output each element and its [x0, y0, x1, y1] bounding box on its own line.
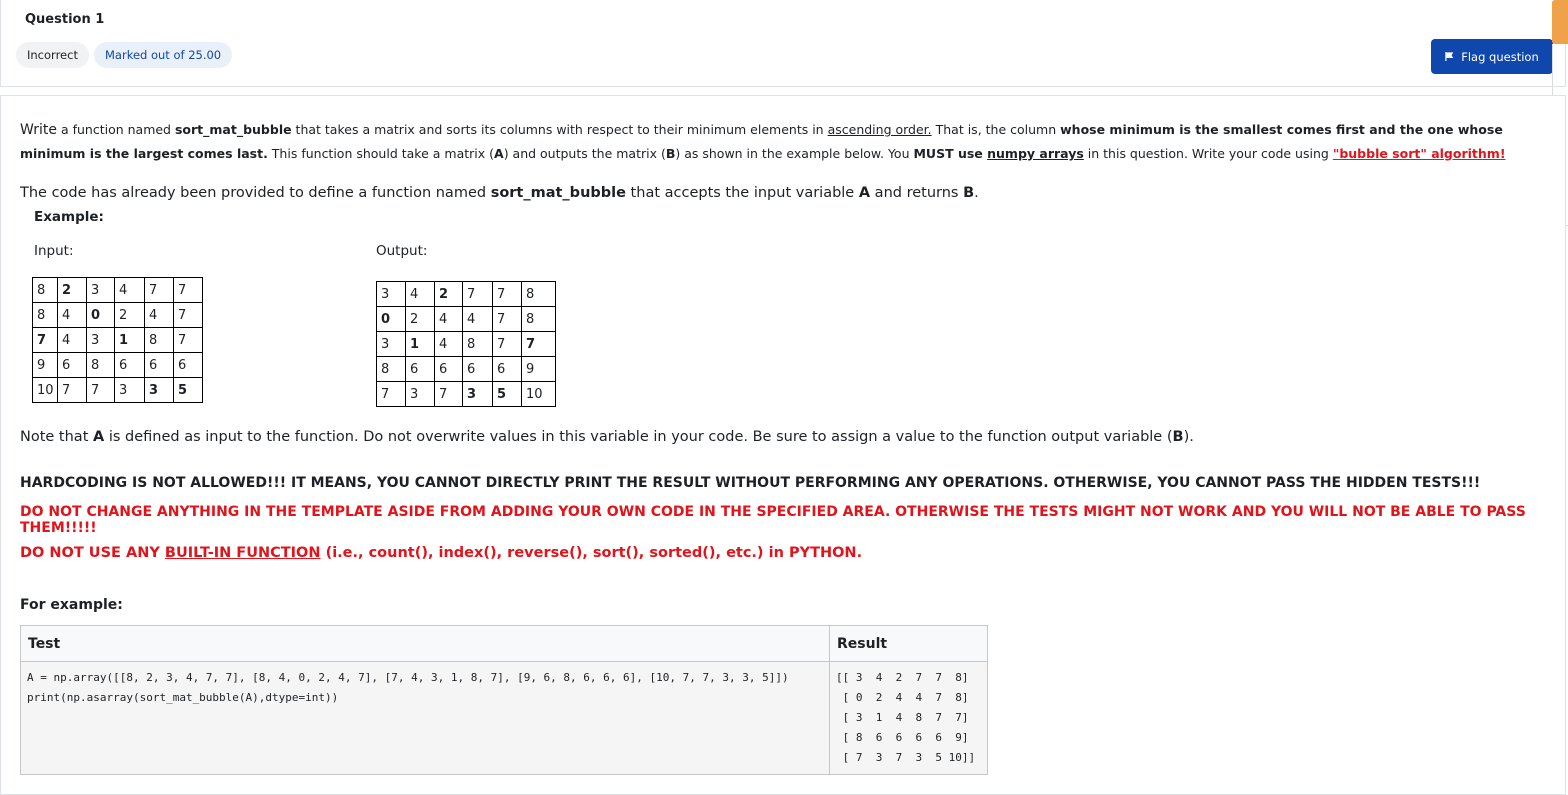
function-name: sort_mat_bubble — [490, 185, 626, 201]
side-panel-tab[interactable] — [1552, 0, 1568, 44]
for-example-label: For example: — [20, 597, 123, 613]
matrix-cell: 7 — [493, 282, 522, 307]
result-output: [[ 3 4 2 7 7 8] [ 0 2 4 4 7 8] [ 3 1 4 8 7 7] [ 8 6 6 6 6 9] [ 7 3 7 3 5 10]] — [836, 671, 976, 764]
table-header-row — [21, 626, 988, 662]
flag-icon — [1445, 52, 1454, 61]
warning-text: DO NOT USE ANY — [20, 545, 165, 561]
result-cell — [830, 662, 988, 775]
desc-text: Write — [20, 122, 57, 138]
output-label: Output: — [376, 243, 428, 259]
question-description — [20, 118, 1540, 165]
matrix-row — [377, 357, 556, 382]
test-examples-table — [20, 625, 988, 775]
function-name: sort_mat_bubble — [174, 122, 292, 137]
matrix-cell: 7 — [174, 328, 203, 353]
matrix-cell: 8 — [87, 353, 115, 378]
example-label: Example: — [34, 209, 104, 225]
ascending-order-text: ascending order. — [827, 122, 932, 137]
warning-text: (i.e., count(), index(), reverse(), sort(), sorted(), etc.) in PYTHON. — [320, 545, 863, 561]
var-a: A — [858, 185, 871, 201]
matrix-row — [33, 328, 203, 353]
hardcoding-warning: HARDCODING IS NOT ALLOWED!!! IT MEANS, YOU CANNOT DIRECTLY PRINT THE RESULT WITHOUT PERFORMING ANY OPERATIONS. OTHERWISE, YOU CANNOT PASS THE HIDDEN TESTS!!! — [20, 475, 1481, 491]
matrix-cell: 0 — [87, 303, 115, 328]
matrix-cell: 7 — [174, 278, 203, 303]
note-text: . — [974, 185, 979, 201]
matrix-cell: 7 — [33, 328, 58, 353]
note-text: ). — [1183, 429, 1194, 445]
matrix-cell: 4 — [406, 282, 435, 307]
matrix-cell: 7 — [145, 278, 174, 303]
var-b: B — [665, 146, 676, 161]
matrix-cell: 7 — [377, 382, 406, 407]
matrix-cell: 6 — [463, 357, 493, 382]
matrix-cell: 7 — [174, 303, 203, 328]
matrix-cell: 7 — [493, 332, 522, 357]
input-matrix — [32, 277, 203, 403]
question-text-card — [0, 95, 1566, 795]
matrix-cell: 4 — [463, 307, 493, 332]
var-a: A — [494, 146, 504, 161]
matrix-row — [377, 332, 556, 357]
matrix-cell: 5 — [493, 382, 522, 407]
matrix-row — [377, 382, 556, 407]
matrix-cell: 4 — [435, 332, 463, 357]
question-info-card — [0, 0, 1566, 87]
matrix-cell: 6 — [174, 353, 203, 378]
matrix-cell: 10 — [522, 382, 556, 407]
matrix-row — [33, 353, 203, 378]
output-matrix — [376, 281, 556, 407]
matrix-cell: 3 — [406, 382, 435, 407]
matrix-cell: 3 — [145, 378, 174, 403]
flag-question-label: Flag question — [1461, 49, 1539, 64]
must-use-text: MUST use — [913, 146, 988, 161]
matrix-cell: 3 — [87, 278, 115, 303]
matrix-cell: 7 — [493, 307, 522, 332]
desc-text: in this question. Write your code using — [1083, 146, 1333, 161]
test-column-header: Test — [21, 626, 830, 662]
matrix-cell: 7 — [58, 378, 87, 403]
desc-text: ) as shown in the example below. You — [675, 146, 914, 161]
matrix-cell: 2 — [435, 282, 463, 307]
matrix-cell: 9 — [522, 357, 556, 382]
marks-badge: Marked out of 25.00 — [94, 42, 232, 68]
matrix-cell: 7 — [463, 282, 493, 307]
matrix-cell: 2 — [58, 278, 87, 303]
desc-text: That is, the column — [931, 122, 1061, 137]
matrix-cell: 8 — [33, 278, 58, 303]
matrix-cell: 2 — [115, 303, 145, 328]
matrix-cell: 8 — [522, 307, 556, 332]
matrix-cell: 6 — [145, 353, 174, 378]
desc-text: a function named — [56, 122, 175, 137]
test-code-cell — [21, 662, 830, 775]
matrix-cell: 4 — [435, 307, 463, 332]
note-text: is defined as input to the function. Do not overwrite values in this variable in your code. Be sure to assign a value to the function output variable ( — [104, 429, 1173, 445]
matrix-cell: 4 — [145, 303, 174, 328]
note-text: that accepts the input variable — [625, 185, 859, 201]
built-in-function-text: BUILT-IN FUNCTION — [164, 545, 321, 561]
desc-text: that takes a matrix and sorts its columns with respect to their minimum elements in — [291, 122, 828, 137]
template-note — [20, 185, 979, 201]
matrix-row — [33, 278, 203, 303]
matrix-cell: 5 — [174, 378, 203, 403]
template-warning: DO NOT CHANGE ANYTHING IN THE TEMPLATE ASIDE FROM ADDING YOUR OWN CODE IN THE SPECIFIED AREA. OTHERWISE THE TESTS MIGHT NOT WORK AND YOU WILL NOT BE ABLE TO PASS THEM!!!!! — [20, 504, 1526, 536]
matrix-cell: 4 — [58, 303, 87, 328]
matrix-cell: 7 — [435, 382, 463, 407]
matrix-row — [377, 307, 556, 332]
matrix-cell: 6 — [115, 353, 145, 378]
matrix-cell: 3 — [87, 328, 115, 353]
matrix-cell: 3 — [115, 378, 145, 403]
matrix-cell: 4 — [115, 278, 145, 303]
matrix-cell: 7 — [87, 378, 115, 403]
matrix-cell: 1 — [115, 328, 145, 353]
builtin-warning — [20, 545, 862, 561]
matrix-cell: 6 — [58, 353, 87, 378]
matrix-cell: 10 — [33, 378, 58, 403]
matrix-cell: 3 — [377, 282, 406, 307]
matrix-cell: 9 — [33, 353, 58, 378]
flag-question-button[interactable] — [1431, 39, 1553, 74]
matrix-cell: 0 — [377, 307, 406, 332]
input-label: Input: — [34, 243, 74, 259]
var-b: B — [963, 185, 975, 201]
desc-text: This function should take a matrix ( — [267, 146, 494, 161]
matrix-cell: 7 — [522, 332, 556, 357]
var-b: B — [1172, 429, 1184, 445]
note-text: Note that — [20, 429, 93, 445]
note-text: The code has already been provided to define a function named — [20, 185, 491, 201]
matrix-cell: 2 — [406, 307, 435, 332]
matrix-row — [33, 303, 203, 328]
table-row — [21, 662, 988, 775]
matrix-cell: 6 — [435, 357, 463, 382]
desc-text: ) and outputs the matrix ( — [503, 146, 666, 161]
matrix-cell: 8 — [33, 303, 58, 328]
note-text: and returns — [870, 185, 964, 201]
overwrite-note — [20, 429, 1194, 445]
matrix-cell: 6 — [406, 357, 435, 382]
bubble-sort-text: "bubble sort" algorithm! — [1332, 146, 1506, 161]
matrix-cell: 8 — [522, 282, 556, 307]
var-a: A — [93, 429, 105, 445]
matrix-cell: 8 — [463, 332, 493, 357]
matrix-cell: 3 — [463, 382, 493, 407]
matrix-row — [377, 282, 556, 307]
status-badge: Incorrect — [16, 42, 89, 68]
matrix-cell: 6 — [493, 357, 522, 382]
matrix-cell: 8 — [377, 357, 406, 382]
numpy-arrays-text: numpy arrays — [987, 146, 1084, 161]
matrix-cell: 1 — [406, 332, 435, 357]
test-code: A = np.array([[8, 2, 3, 4, 7, 7], [8, 4, 0, 2, 4, 7], [7, 4, 3, 1, 8, 7], [9, 6, 8, 6, 6, 6], [10, 7, 7, 3, 3, 5]]) print(np.asarray(sort_mat_bubble(A),dtype=int)) — [27, 671, 789, 704]
desc-bold-text: whose minimum is the smallest comes first and the one whose minimum is the largest comes last. — [20, 122, 1503, 161]
matrix-row — [33, 378, 203, 403]
matrix-cell: 4 — [58, 328, 87, 353]
result-column-header: Result — [830, 626, 988, 662]
matrix-cell: 3 — [377, 332, 406, 357]
matrix-cell: 8 — [145, 328, 174, 353]
question-title: Question 1 — [25, 12, 105, 27]
